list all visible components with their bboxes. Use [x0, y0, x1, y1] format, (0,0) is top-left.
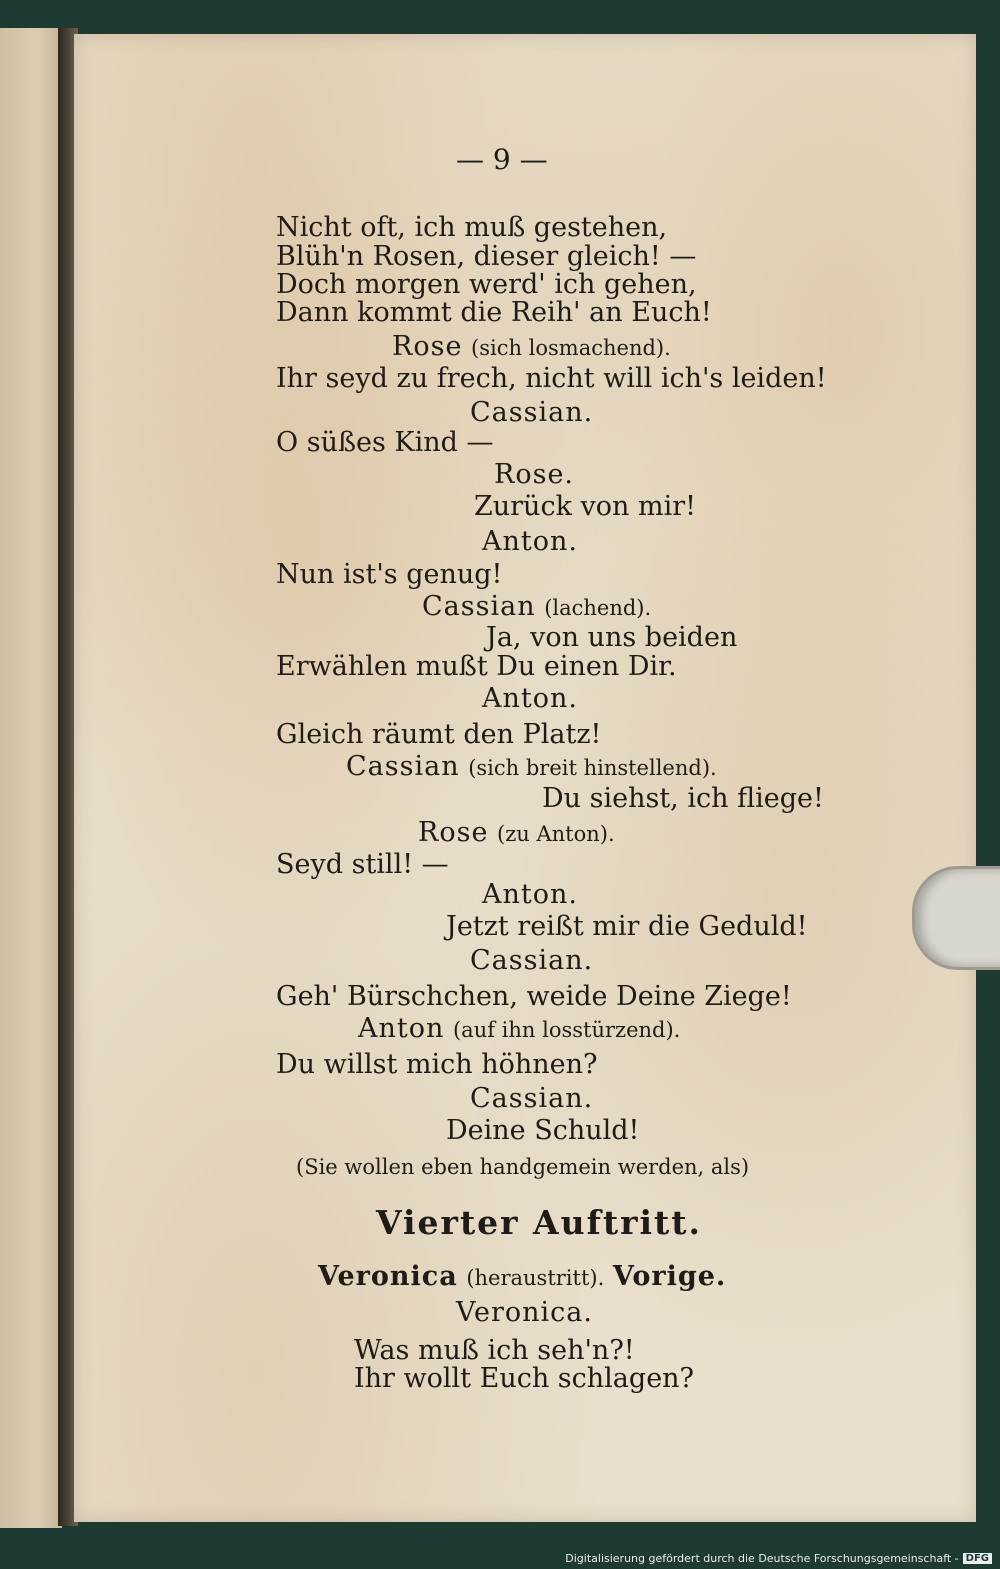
left-page-edge — [0, 28, 62, 1528]
verse-line: Ihr wollt Euch schlagen? — [354, 1363, 695, 1394]
page-number: — 9 — — [456, 143, 548, 176]
page-turn-tab[interactable] — [912, 866, 1000, 970]
stage-direction: (Sie wollen eben handgemein werden, als) — [296, 1155, 750, 1179]
speaker-name: Rose. — [494, 459, 575, 490]
verse-line: Deine Schuld! — [446, 1115, 640, 1146]
verse-line: Gleich räumt den Platz! — [276, 719, 602, 750]
speaker-name: Cassian — [422, 591, 536, 622]
stage-direction: (zu Anton). — [497, 822, 615, 846]
stage-direction: (sich breit hinstellend). — [468, 756, 717, 780]
stage-direction: (auf ihn losstürzend). — [452, 1018, 681, 1042]
verse-line: Geh' Bürschchen, weide Deine Ziege! — [276, 981, 792, 1012]
characters-present: Vorige. — [612, 1261, 727, 1292]
speaker-name: Cassian — [346, 751, 460, 782]
verse-line: Jetzt reißt mir die Geduld! — [446, 911, 808, 942]
speaker-name: Cassian. — [470, 1083, 594, 1114]
verse-line: Ja, von uns beiden — [486, 622, 738, 653]
verse-line: O süßes Kind — — [276, 427, 494, 458]
dfg-logo: DFG — [963, 1553, 992, 1564]
speaker-name: Veronica — [318, 1261, 458, 1292]
speaker-name: Anton. — [482, 879, 578, 910]
verse-line: Du willst mich höhnen? — [276, 1049, 598, 1080]
speaker-cue — [418, 818, 615, 849]
verse-line: Zurück von mir! — [474, 491, 696, 522]
speaker-cue — [358, 1014, 680, 1045]
speaker-name: Cassian. — [470, 945, 594, 976]
speaker-name: Veronica. — [456, 1297, 593, 1328]
speaker-cue — [392, 332, 671, 363]
speaker-name: Anton. — [482, 526, 578, 557]
verse-line: Du siehst, ich fliege! — [542, 783, 824, 814]
stage-direction: (heraustritt). — [466, 1266, 605, 1290]
verse-line: Erwählen mußt Du einen Dir. — [276, 651, 677, 682]
speaker-name: Rose — [418, 817, 489, 848]
speaker-name: Rose — [392, 331, 463, 362]
verse-line: Seyd still! — — [276, 849, 449, 880]
verse-line: Blüh'n Rosen, dieser gleich! — — [276, 241, 697, 272]
footer-text: Digitalisierung gefördert durch die Deutsche Forschungsgemeinschaft - — [565, 1551, 959, 1565]
stage-direction: (lachend). — [544, 596, 652, 620]
digitization-footer — [565, 1549, 992, 1567]
verse-line: Nun ist's genug! — [276, 559, 503, 590]
speaker-cue — [346, 752, 717, 783]
verse-line: Dann kommt die Reih' an Euch! — [276, 297, 712, 328]
stage-direction: (sich losmachend). — [471, 336, 671, 360]
verse-line: Was muß ich seh'n?! — [354, 1335, 635, 1366]
scene-heading: Vierter Auftritt. — [376, 1203, 702, 1242]
speaker-cue — [422, 592, 651, 623]
speaker-cue — [318, 1262, 726, 1293]
verse-line: Nicht oft, ich muß gestehen, — [276, 212, 668, 243]
speaker-name: Anton. — [482, 683, 578, 714]
speaker-name: Cassian. — [470, 397, 594, 428]
verse-line: Doch morgen werd' ich gehen, — [276, 269, 697, 300]
verse-line: Ihr seyd zu frech, nicht will ich's leiden! — [276, 363, 827, 394]
speaker-name: Anton — [358, 1013, 445, 1044]
